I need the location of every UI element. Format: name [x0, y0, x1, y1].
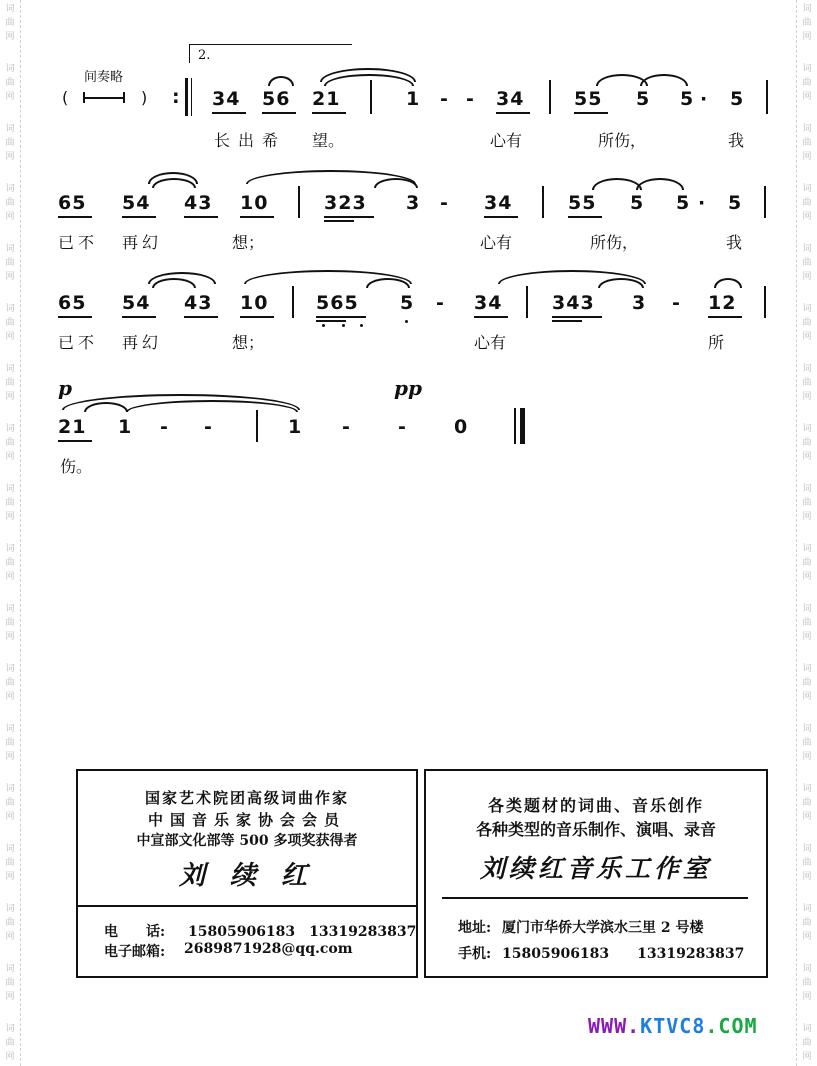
watermark-glyph: 词: [5, 964, 15, 974]
note: 65: [58, 192, 87, 214]
watermark-glyph: 网: [802, 32, 812, 42]
watermark-glyph: 网: [802, 992, 812, 1002]
lyric: 心有: [480, 233, 513, 252]
watermark-glyph: 词: [5, 364, 15, 374]
watermark-glyph: 词: [802, 604, 812, 614]
composer-title-1: 国家艺术院团高级词曲作家: [144, 789, 349, 807]
watermark-glyph: 词: [802, 964, 812, 974]
watermark-glyph: 曲: [802, 198, 812, 208]
underline: [574, 112, 608, 114]
dot: ·: [700, 88, 709, 110]
watermark-glyph: 网: [802, 332, 812, 342]
watermark-glyph: 曲: [5, 78, 15, 88]
address-label: 地址:: [458, 920, 492, 936]
barline: [370, 80, 372, 114]
note: 34: [474, 292, 503, 314]
watermark-glyph: 网: [5, 932, 15, 942]
watermark-glyph: 曲: [802, 858, 812, 868]
watermark-glyph: 词: [802, 904, 812, 914]
watermark-glyph: 词: [802, 784, 812, 794]
watermark-glyph: 词: [5, 664, 15, 674]
watermark-glyph: 词: [802, 364, 812, 374]
note: 5: [636, 88, 651, 110]
interlude-label: 间奏略: [84, 70, 124, 85]
watermark-glyph: 词: [802, 664, 812, 674]
lyric: 已不: [58, 333, 99, 352]
watermark-glyph: 词: [5, 1024, 15, 1034]
lyric: 所伤，: [590, 233, 639, 252]
lyric: 我: [726, 233, 743, 252]
underline: [316, 320, 346, 322]
lyric: 想；: [232, 333, 265, 352]
note: 565: [316, 292, 359, 314]
composer-card: [76, 769, 418, 978]
note: 65: [58, 292, 87, 314]
note: 1: [118, 416, 133, 438]
composer-title-2: 中国音乐家协会会员: [147, 811, 346, 829]
lyric: 望。: [312, 131, 345, 150]
dash: -: [160, 416, 169, 438]
underline: [262, 112, 296, 114]
note: 43: [184, 292, 213, 314]
site-link-brand[interactable]: KTVC8: [640, 1014, 706, 1038]
note: 5: [630, 192, 645, 214]
note: 54: [122, 292, 151, 314]
studio-service-2: 各种类型的音乐制作、演唱、录音: [475, 820, 716, 839]
watermark-glyph: 词: [802, 184, 812, 194]
watermark-glyph: 曲: [802, 78, 812, 88]
watermark-glyph: 网: [802, 452, 812, 462]
barline: [766, 80, 768, 114]
phone-number: 15805906183 13319283837: [188, 924, 417, 940]
lyric: 所: [708, 333, 725, 352]
slur: [268, 76, 294, 86]
watermark-glyph: 曲: [5, 798, 15, 808]
dash: -: [342, 416, 351, 438]
watermark-glyph: 词: [5, 4, 15, 14]
watermark-glyph: 曲: [5, 618, 15, 628]
underline: [212, 112, 246, 114]
phone-label: 电 话:: [104, 924, 166, 940]
repeat-barline-thick: [185, 78, 188, 116]
slur: [640, 74, 688, 86]
watermark-glyph: 词: [802, 64, 812, 74]
slur: [714, 278, 742, 288]
lyric: 所伤，: [598, 131, 647, 150]
studio-name: 刘续红音乐工作室: [479, 854, 712, 883]
dynamic-piano: p: [58, 376, 72, 400]
underline: [58, 316, 92, 318]
barline: [549, 80, 551, 114]
watermark-glyph: 词: [5, 184, 15, 194]
note: 55: [574, 88, 603, 110]
watermark-glyph: 词: [802, 484, 812, 494]
watermark-glyph: 曲: [802, 138, 812, 148]
underline: [552, 316, 602, 318]
dash: -: [466, 88, 475, 110]
note: 5: [730, 88, 745, 110]
underline: [122, 216, 156, 218]
watermark-glyph: 词: [5, 424, 15, 434]
note: 34: [484, 192, 513, 214]
watermark-glyph: 网: [5, 992, 15, 1002]
note: 5: [728, 192, 743, 214]
watermark-glyph: 网: [802, 572, 812, 582]
watermark-glyph: 词: [5, 544, 15, 554]
underline: [240, 316, 274, 318]
note: 43: [184, 192, 213, 214]
underline: [240, 216, 274, 218]
note: 5: [676, 192, 691, 214]
slur: [636, 178, 684, 190]
barline: [298, 186, 300, 218]
watermark-glyph: 词: [5, 64, 15, 74]
watermark-glyph: 网: [5, 512, 15, 522]
site-link-prefix[interactable]: WWW.: [588, 1014, 641, 1038]
underline: [58, 440, 92, 442]
watermark-glyph: 网: [802, 752, 812, 762]
note: 55: [568, 192, 597, 214]
watermark-glyph: 词: [802, 244, 812, 254]
watermark-glyph: 网: [802, 932, 812, 942]
watermark-glyph: 网: [5, 632, 15, 642]
watermark-glyph: 曲: [802, 258, 812, 268]
email-label: 电子邮箱:: [104, 944, 166, 960]
note: 5: [400, 292, 415, 314]
watermark-glyph: 网: [5, 332, 15, 342]
underline: [316, 316, 366, 318]
lyric: 再幻: [122, 333, 163, 352]
repeat-sign: :: [172, 86, 181, 108]
note: 3: [406, 192, 421, 214]
watermark-glyph: 词: [802, 844, 812, 854]
watermark-glyph: 曲: [5, 678, 15, 688]
barline: [764, 286, 766, 318]
watermark-glyph: 曲: [802, 18, 812, 28]
watermark-glyph: 网: [5, 692, 15, 702]
site-link-suffix[interactable]: .COM: [705, 1014, 758, 1038]
note: 21: [312, 88, 341, 110]
watermark-glyph: 曲: [5, 378, 15, 388]
mobile-number: 15805906183 13319283837: [502, 946, 745, 962]
barline: [292, 286, 294, 318]
watermark-glyph: 网: [802, 92, 812, 102]
dash: -: [436, 292, 445, 314]
watermark-glyph: 网: [802, 872, 812, 882]
note: 12: [708, 292, 737, 314]
lower-dot: [405, 320, 408, 323]
lyric: 我: [728, 131, 745, 150]
watermark-glyph: 曲: [802, 678, 812, 688]
lyric: 再幻: [122, 233, 163, 252]
watermark-glyph: 曲: [5, 198, 15, 208]
note: 34: [496, 88, 525, 110]
barline: [764, 186, 766, 218]
studio-card: [424, 769, 768, 978]
underline: [474, 316, 508, 318]
watermark-glyph: 词: [802, 1024, 812, 1034]
studio-service-1: 各类题材的词曲、音乐创作: [487, 796, 704, 815]
rest: 0: [454, 416, 469, 438]
watermark-glyph: 曲: [802, 498, 812, 508]
watermark-glyph: 网: [5, 272, 15, 282]
watermark-glyph: 曲: [802, 978, 812, 988]
watermark-glyph: 曲: [802, 438, 812, 448]
watermark-glyph: 词: [5, 844, 15, 854]
watermark-glyph: 网: [5, 752, 15, 762]
final-barline-thick: [520, 408, 525, 444]
lyric: 心有: [474, 333, 507, 352]
card-divider: [442, 897, 748, 899]
watermark-glyph: 曲: [5, 738, 15, 748]
watermark-glyph: 词: [5, 904, 15, 914]
composer-name: 刘 续 红: [178, 861, 316, 891]
address-text: 厦门市华侨大学滨水三里 2 号楼: [502, 920, 704, 936]
barline: [256, 410, 258, 442]
underline: [324, 216, 374, 218]
watermark-glyph: 曲: [5, 978, 15, 988]
note: 323: [324, 192, 367, 214]
watermark-glyph: 网: [5, 872, 15, 882]
watermark-glyph: 网: [5, 392, 15, 402]
lyric: 想；: [232, 233, 265, 252]
repeat-barline-thin: [191, 78, 192, 116]
watermark-glyph: 词: [5, 244, 15, 254]
underline: [184, 216, 218, 218]
final-barline-thin: [514, 408, 516, 444]
watermark-glyph: 词: [802, 304, 812, 314]
watermark-glyph: 网: [5, 812, 15, 822]
note: 1: [406, 88, 421, 110]
watermark-glyph: 网: [802, 272, 812, 282]
note: 5: [680, 88, 695, 110]
watermark-glyph: 网: [802, 692, 812, 702]
watermark-glyph: 词: [802, 124, 812, 134]
interlude-rest-cap-left: [83, 92, 85, 103]
watermark-glyph: 网: [5, 92, 15, 102]
dash: -: [204, 416, 213, 438]
watermark-glyph: 曲: [802, 558, 812, 568]
site-link[interactable]: [588, 1014, 758, 1038]
underline: [324, 220, 354, 222]
watermark-glyph: 词: [802, 4, 812, 14]
dash: -: [398, 416, 407, 438]
note: 10: [240, 192, 269, 214]
lower-dot: [360, 324, 363, 327]
watermark-glyph: 词: [5, 304, 15, 314]
dynamic-pianissimo: pp: [394, 376, 422, 400]
watermark-glyph: 网: [802, 632, 812, 642]
email-address[interactable]: 2689871928@qq.com: [184, 941, 353, 957]
note: 56: [262, 88, 291, 110]
underline: [122, 316, 156, 318]
watermark-glyph: 网: [802, 212, 812, 222]
lower-dot: [322, 324, 325, 327]
lyric: 已不: [58, 233, 99, 252]
lyric: 伤。: [60, 457, 93, 476]
watermark-glyph: 网: [802, 812, 812, 822]
lyric: 心有: [490, 131, 523, 150]
watermark-glyph: 词: [802, 544, 812, 554]
interlude-rest-line: [84, 97, 124, 99]
card-divider: [78, 905, 416, 907]
watermark-glyph: 曲: [5, 558, 15, 568]
watermark-glyph: 曲: [802, 318, 812, 328]
mobile-label: 手机:: [458, 946, 492, 962]
lyric: 长出希: [214, 131, 287, 150]
watermark-glyph: 曲: [802, 1038, 812, 1048]
note: 3: [632, 292, 647, 314]
interlude-rest-cap-right: [123, 92, 125, 103]
barline: [526, 286, 528, 318]
interlude-open-paren: (: [62, 88, 69, 107]
watermark-glyph: 网: [5, 212, 15, 222]
note: 34: [212, 88, 241, 110]
watermark-glyph: 网: [802, 392, 812, 402]
watermark-glyph: 曲: [802, 918, 812, 928]
note: 21: [58, 416, 87, 438]
watermark-glyph: 网: [5, 572, 15, 582]
watermark-glyph: 曲: [5, 1038, 15, 1048]
composer-title-3: 中宣部文化部等 500 多项奖获得者: [136, 833, 358, 849]
underline: [184, 316, 218, 318]
watermark-glyph: 曲: [802, 738, 812, 748]
note: 1: [288, 416, 303, 438]
note: 54: [122, 192, 151, 214]
watermark-glyph: 词: [5, 724, 15, 734]
watermark-glyph: 网: [802, 512, 812, 522]
underline: [568, 216, 602, 218]
watermark-glyph: 词: [5, 604, 15, 614]
watermark-glyph: 网: [5, 1052, 15, 1062]
watermark-glyph: 曲: [5, 498, 15, 508]
dash: -: [672, 292, 681, 314]
watermark-glyph: 词: [5, 484, 15, 494]
watermark-glyph: 词: [5, 124, 15, 134]
watermark-glyph: 曲: [802, 618, 812, 628]
underline: [552, 320, 582, 322]
note: 343: [552, 292, 595, 314]
watermark-glyph: 词: [802, 424, 812, 434]
watermark-glyph: 网: [802, 152, 812, 162]
watermark-glyph: 网: [5, 32, 15, 42]
interlude-close-paren: ): [141, 88, 148, 107]
watermark-glyph: 曲: [5, 438, 15, 448]
watermark-glyph: 曲: [5, 858, 15, 868]
dash: -: [440, 192, 449, 214]
underline: [496, 112, 530, 114]
slur: [592, 178, 642, 190]
volta-bracket: [189, 44, 352, 63]
underline: [312, 112, 346, 114]
watermark-glyph: 网: [5, 152, 15, 162]
watermark-glyph: 曲: [802, 798, 812, 808]
watermark-glyph: 曲: [802, 378, 812, 388]
note: 10: [240, 292, 269, 314]
watermark-glyph: 曲: [5, 138, 15, 148]
watermark-glyph: 曲: [5, 258, 15, 268]
watermark-glyph: 曲: [5, 18, 15, 28]
underline: [58, 216, 92, 218]
underline: [708, 316, 742, 318]
barline: [542, 186, 544, 218]
dot: ·: [698, 192, 707, 214]
volta-label: 2.: [198, 48, 211, 63]
watermark-glyph: 曲: [5, 918, 15, 928]
watermark-glyph: 词: [802, 724, 812, 734]
watermark-glyph: 曲: [5, 318, 15, 328]
lower-dot: [342, 324, 345, 327]
watermark-glyph: 词: [5, 784, 15, 794]
dash: -: [440, 88, 449, 110]
underline: [484, 216, 518, 218]
watermark-glyph: 网: [5, 452, 15, 462]
watermark-glyph: 网: [802, 1052, 812, 1062]
